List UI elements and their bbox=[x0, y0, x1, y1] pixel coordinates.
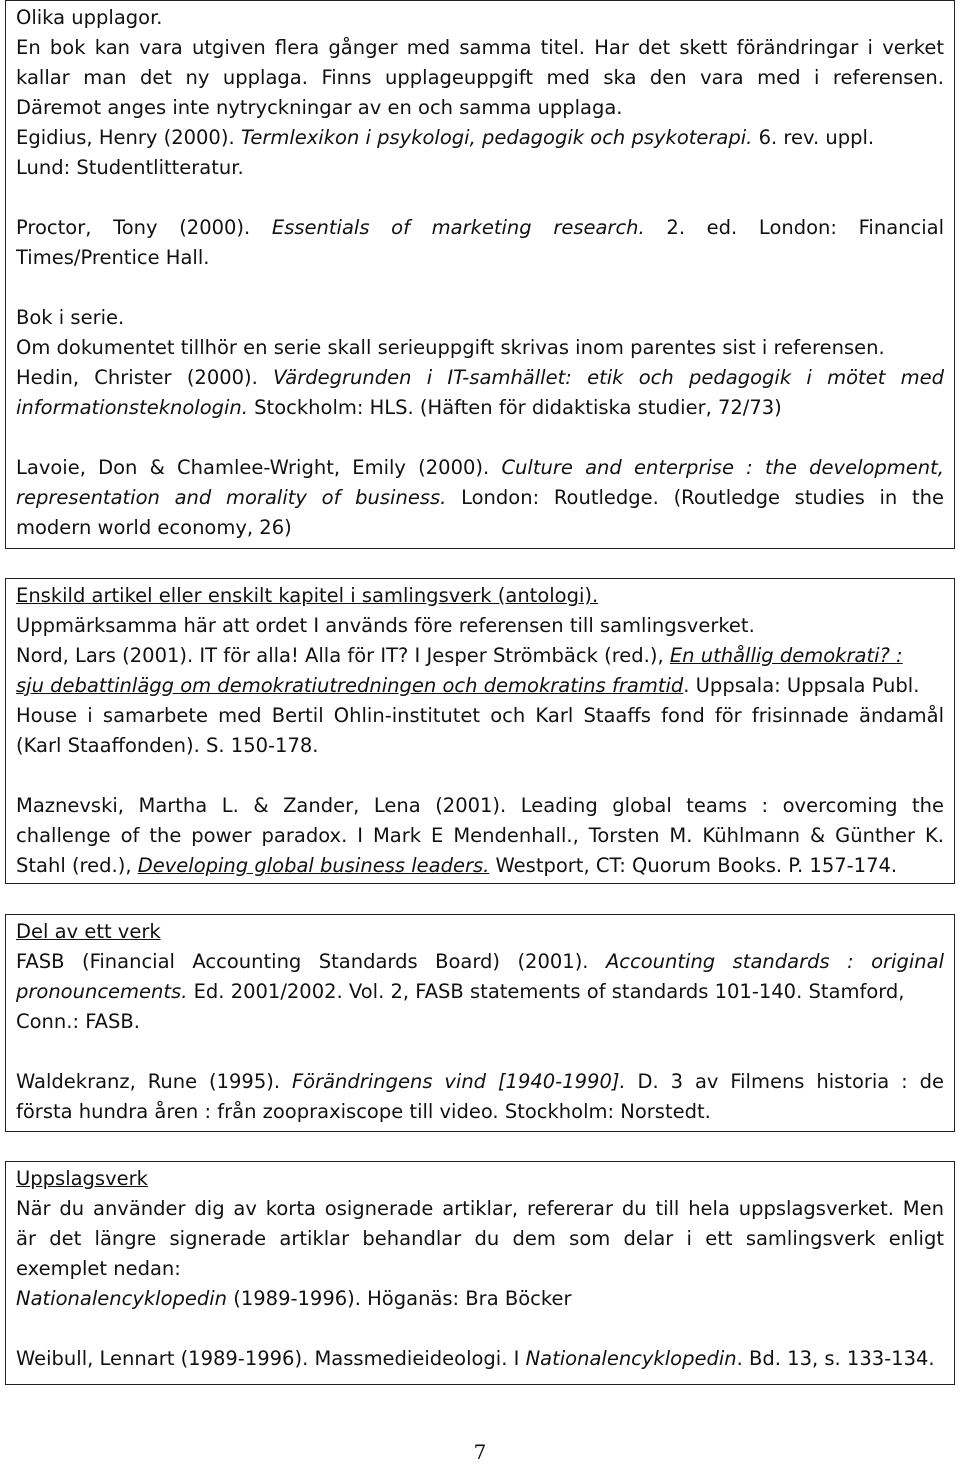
page-number: 7 bbox=[473, 1440, 487, 1464]
reference-nord-cont3: (Karl Staaffonden). S. 150-178. bbox=[16, 734, 319, 757]
encyclopedia-intro: exemplet nedan: bbox=[16, 1257, 181, 1280]
section-editions-series bbox=[5, 0, 955, 549]
reference-waldekranz-cont: första hundra åren : från zoopraxiscope till video. Stockholm: Norstedt. bbox=[16, 1100, 711, 1123]
reference-fasb: FASB (Financial Accounting Standards Board) (2001). Accounting standards : original bbox=[16, 950, 944, 973]
reference-weibull: Weibull, Lennart (1989-1996). Massmedieideologi. I Nationalencyklopedin. Bd. 13, s. 133-134. bbox=[16, 1347, 935, 1370]
heading-part-of-work: Del av ett verk bbox=[16, 920, 161, 943]
reference-lavoie: Lavoie, Don & Chamlee-Wright, Emily (2000). Culture and enterprise : the development, bbox=[16, 456, 944, 479]
reference-egidius-cont: Lund: Studentlitteratur. bbox=[16, 156, 244, 179]
intro-line: En bok kan vara utgiven flera gånger med samma titel. Har det skett förändringar i verket bbox=[16, 36, 944, 59]
encyclopedia-intro: är det längre signerade artiklar behandlar du dem som delar i ett samlingsverk enligt bbox=[16, 1227, 944, 1250]
heading-series: Bok i serie. bbox=[16, 306, 125, 329]
heading-encyclopedia: Uppslagsverk bbox=[16, 1167, 148, 1190]
heading-anthology: Enskild artikel eller enskilt kapitel i samlingsverk (antologi). bbox=[16, 584, 599, 607]
reference-egidius: Egidius, Henry (2000). Termlexikon i psykologi, pedagogik och psykoterapi. 6. rev. uppl. bbox=[16, 126, 875, 149]
anthology-intro: Uppmärksamma här att ordet I används före referensen till samlingsverket. bbox=[16, 614, 755, 637]
reference-nord-cont2: House i samarbete med Bertil Ohlin-institutet och Karl Staaffs fond för frisinnade ändamål bbox=[16, 704, 944, 727]
reference-proctor: Proctor, Tony (2000). Essentials of marketing research. 2. ed. London: Financial bbox=[16, 216, 945, 239]
reference-waldekranz: Waldekranz, Rune (1995). Förändringens vind [1940-1990]. D. 3 av Filmens historia : de bbox=[16, 1070, 944, 1093]
reference-lavoie-cont2: modern world economy, 26) bbox=[16, 516, 292, 539]
section-encyclopedia bbox=[5, 1161, 955, 1385]
reference-nord-cont: sju debattinlägg om demokratiutredningen och demokratins framtid. Uppsala: Uppsala Publ. bbox=[16, 674, 920, 697]
reference-fasb-cont2: Conn.: FASB. bbox=[16, 1010, 140, 1033]
reference-nord: Nord, Lars (2001). IT för alla! Alla för IT? I Jesper Strömbäck (red.), En uthållig demokrati? : bbox=[16, 644, 903, 667]
reference-ne: Nationalencyklopedin (1989-1996). Höganäs: Bra Böcker bbox=[16, 1287, 572, 1310]
intro-line: kallar man det ny upplaga. Finns upplageuppgift med ska den vara med i referensen. bbox=[16, 66, 944, 89]
reference-maznevski: Maznevski, Martha L. & Zander, Lena (2001). Leading global teams : overcoming the bbox=[16, 794, 944, 817]
reference-hedin: Hedin, Christer (2000). Värdegrunden i IT-samhället: etik och pedagogik i mötet med bbox=[16, 366, 944, 389]
encyclopedia-intro: När du använder dig av korta osignerade artiklar, refererar du till hela uppslagsverket. Men bbox=[16, 1197, 944, 1220]
intro-line: Däremot anges inte nytryckningar av en och samma upplaga. bbox=[16, 96, 623, 119]
reference-lavoie-cont: representation and morality of business. London: Routledge. (Routledge studies in the bbox=[16, 486, 945, 509]
reference-maznevski-cont: challenge of the power paradox. I Mark E Mendenhall., Torsten M. Kühlmann & Günther K. bbox=[16, 824, 944, 847]
reference-proctor-cont: Times/Prentice Hall. bbox=[16, 246, 210, 269]
reference-fasb-cont: pronouncements. Ed. 2001/2002. Vol. 2, FASB statements of standards 101-140. Stamford, bbox=[16, 980, 905, 1003]
series-text: Om dokumentet tillhör en serie skall serieuppgift skrivas inom parentes sist i referensen. bbox=[16, 336, 885, 359]
section-part-of-work bbox=[5, 914, 955, 1132]
section-anthology bbox=[5, 578, 955, 884]
reference-hedin-cont: informationsteknologin. Stockholm: HLS. (Häften för didaktiska studier, 72/73) bbox=[16, 396, 782, 419]
reference-maznevski-cont2: Stahl (red.), Developing global business leaders. Westport, CT: Quorum Books. P. 157-174. bbox=[16, 854, 898, 877]
heading-editions: Olika upplagor. bbox=[16, 6, 163, 29]
